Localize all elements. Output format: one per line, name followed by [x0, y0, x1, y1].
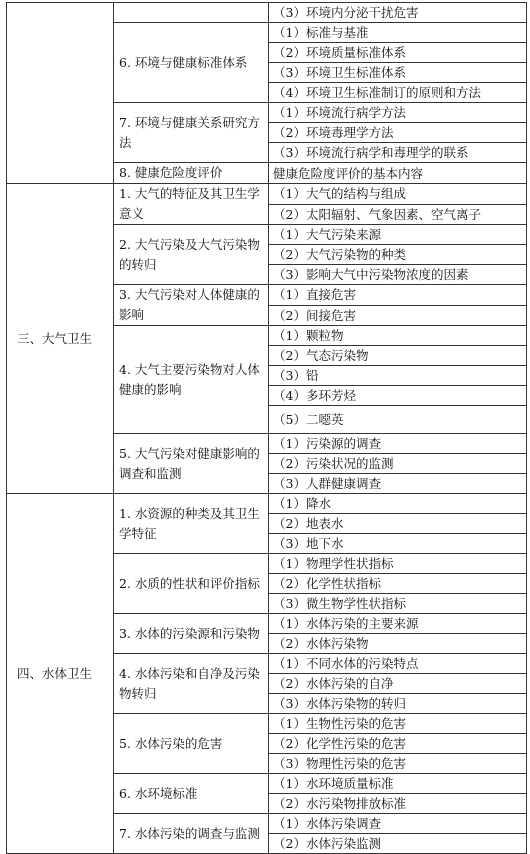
item: （2）污染状况的监测 [269, 454, 527, 474]
item: （2）地表水 [269, 514, 527, 534]
unit-name: 1. 水资源的种类及其卫生学特征 [114, 494, 269, 554]
unit-name: 3. 水体的污染源和污染物 [114, 614, 269, 654]
item: （1）生物性污染的危害 [269, 714, 527, 734]
section-title: 三、大气卫生 [7, 184, 114, 494]
item: （2）间接危害 [269, 305, 527, 326]
item: （3）环境流行病学和毒理学的联系 [269, 143, 527, 163]
unit-name: 2. 大气污染及大气污染物的转归 [114, 225, 269, 285]
item: （4）环境卫生标准制订的原则和方法 [269, 83, 527, 103]
unit-name: 7. 环境与健康关系研究方法 [114, 103, 269, 163]
item: （1）物理学性状指标 [269, 554, 527, 574]
item: （2）化学性污染的危害 [269, 734, 527, 754]
item: （2）水体污染物 [269, 634, 527, 654]
item: （1）水环境质量标准 [269, 774, 527, 794]
unit-name: 7. 水体污染的调查与监测 [114, 814, 269, 854]
item: （1）标准与基准 [269, 23, 527, 43]
unit-name: 6. 环境与健康标准体系 [114, 23, 269, 103]
item: （1）水体污染的主要来源 [269, 614, 527, 634]
item: （2）气态污染物 [269, 346, 527, 366]
unit-name [114, 3, 269, 23]
item: （1）大气污染来源 [269, 225, 527, 245]
item: （2）大气污染物的种类 [269, 245, 527, 265]
item: （3）环境卫生标准体系 [269, 63, 527, 83]
unit-name: 1. 大气的特征及其卫生学意义 [114, 184, 269, 225]
item: （2）太阳辐射、气象因素、空气离子 [269, 204, 527, 225]
unit-name: 6. 水环境标准 [114, 774, 269, 814]
unit-name: 5. 大气污染对健康影响的调查和监测 [114, 434, 269, 494]
item: （1）环境流行病学方法 [269, 103, 527, 123]
item: （2）水体污染的自净 [269, 674, 527, 694]
table-row [7, 494, 527, 514]
item: （3）人群健康调查 [269, 474, 527, 494]
item: （3）地下水 [269, 534, 527, 554]
table-row [7, 184, 527, 205]
item: （3）水体污染物的转归 [269, 694, 527, 714]
item: （1）直接危害 [269, 285, 527, 306]
unit-name: 2. 水质的性状和评价指标 [114, 554, 269, 614]
section-title [7, 3, 114, 184]
table-row [7, 3, 527, 23]
item: （3）物理性污染的危害 [269, 754, 527, 774]
item: （1）水体污染调查 [269, 814, 527, 834]
item: （3）影响大气中污染物浓度的因素 [269, 265, 527, 285]
item: 健康危险度评价的基本内容 [269, 163, 527, 184]
item: （3）环境内分泌干扰危害 [269, 3, 527, 23]
item: （1）颗粒物 [269, 326, 527, 346]
item: （2）环境毒理学方法 [269, 123, 527, 143]
section-title: 四、水体卫生 [7, 494, 114, 854]
unit-name: 8. 健康危险度评价 [114, 163, 269, 184]
item: （1）不同水体的污染特点 [269, 654, 527, 674]
unit-name: 4. 水体污染和自净及污染物转归 [114, 654, 269, 714]
item: （1）污染源的调查 [269, 434, 527, 454]
syllabus-table [6, 2, 527, 854]
item: （1）降水 [269, 494, 527, 514]
unit-name: 4. 大气主要污染物对人体健康的影响 [114, 326, 269, 434]
item: （3）铅 [269, 366, 527, 386]
unit-name: 3. 大气污染对人体健康的影响 [114, 285, 269, 326]
item: （2）水污染物排放标准 [269, 794, 527, 814]
item: （2）化学性状指标 [269, 574, 527, 594]
item: （3）微生物学性状指标 [269, 594, 527, 614]
item: （2）水体污染监测 [269, 834, 527, 854]
item: （4）多环芳烃 [269, 386, 527, 406]
item: （2）环境质量标准体系 [269, 43, 527, 63]
item: （1）大气的结构与组成 [269, 184, 527, 205]
unit-name: 5. 水体污染的危害 [114, 714, 269, 774]
item: （5）二噁英 [269, 406, 527, 434]
